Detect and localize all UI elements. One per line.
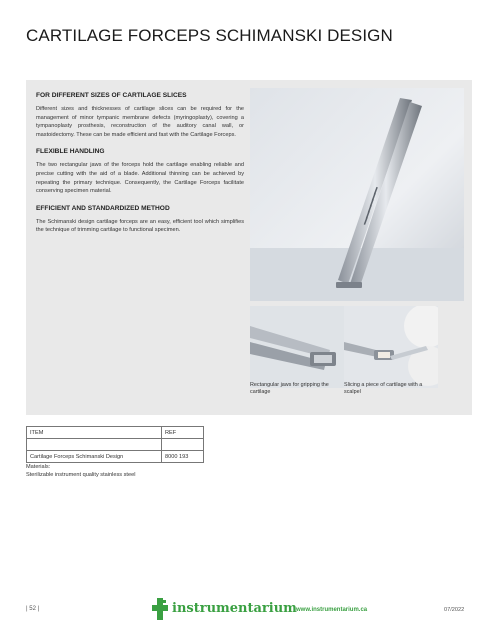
materials-note xyxy=(26,463,135,479)
brand-wordmark: instrumentarium xyxy=(172,601,297,616)
table-row xyxy=(27,451,204,463)
table-cell-item: Cartilage Forceps Schimanski Design xyxy=(27,451,162,463)
table-cell-empty xyxy=(27,439,162,451)
column-header-ref: REF xyxy=(162,427,204,439)
caption-jaws: Rectangular jaws for gripping the cartilage xyxy=(250,382,329,396)
ordering-table xyxy=(26,426,204,463)
jaws-detail-photo xyxy=(250,306,344,388)
caption-scalpel: Slicing a piece of cartilage with a scalpel xyxy=(344,382,423,396)
section-heading: FOR DIFFERENT SIZES OF CARTILAGE SLICES xyxy=(36,92,187,99)
page-number: | 52 | xyxy=(26,606,40,612)
instrumentarium-logo xyxy=(152,598,297,620)
section-heading: FLEXIBLE HANDLING xyxy=(36,148,105,156)
page-title: CARTILAGE FORCEPS SCHIMANSKI DESIGN xyxy=(26,26,393,45)
description-column xyxy=(36,92,244,244)
column-header-item: ITEM xyxy=(27,427,162,439)
section-body: The two rectangular jaws of the forceps hold the cartilage enabling reliable and precise cutting with the aid of a blade. Additional thinning can be achieved by repeating the primary technique. Consequently, the Cartilage Forceps facilitate conserving specimen material. xyxy=(36,162,244,195)
section-heading: EFFICIENT AND STANDARDIZED METHOD xyxy=(36,204,170,212)
website-link[interactable]: www.instrumentarium.ca xyxy=(296,607,368,613)
table-cell-empty xyxy=(162,439,204,451)
scalpel-slicing-photo xyxy=(344,306,438,388)
table-cell-ref: 8000 193 xyxy=(162,451,204,463)
section-body: Different sizes and thicknesses of cartilage slices can be required for the management of minor tympanic membrane defects (myringoplasty), covering a tympanoplasty prosthesis, reconstruction of the auditory canal wall, or mastoidectomy. These can be made efficient and fast with the Cartilage Forceps. xyxy=(36,106,244,138)
section-body: The Schimanski design cartilage forceps are an easy, efficient tool which simplifies the technique of trimming cartilage to functional specimen. xyxy=(36,218,244,234)
materials-label: Materials: xyxy=(26,464,51,470)
materials-value: Sterilizable instrument quality stainless steel xyxy=(26,472,136,478)
forceps-main-photo xyxy=(250,88,464,301)
table-spacer-row xyxy=(27,439,204,451)
edition-date: 07/2022 xyxy=(444,607,465,613)
table-header-row xyxy=(27,427,204,439)
product-panel xyxy=(26,80,472,415)
